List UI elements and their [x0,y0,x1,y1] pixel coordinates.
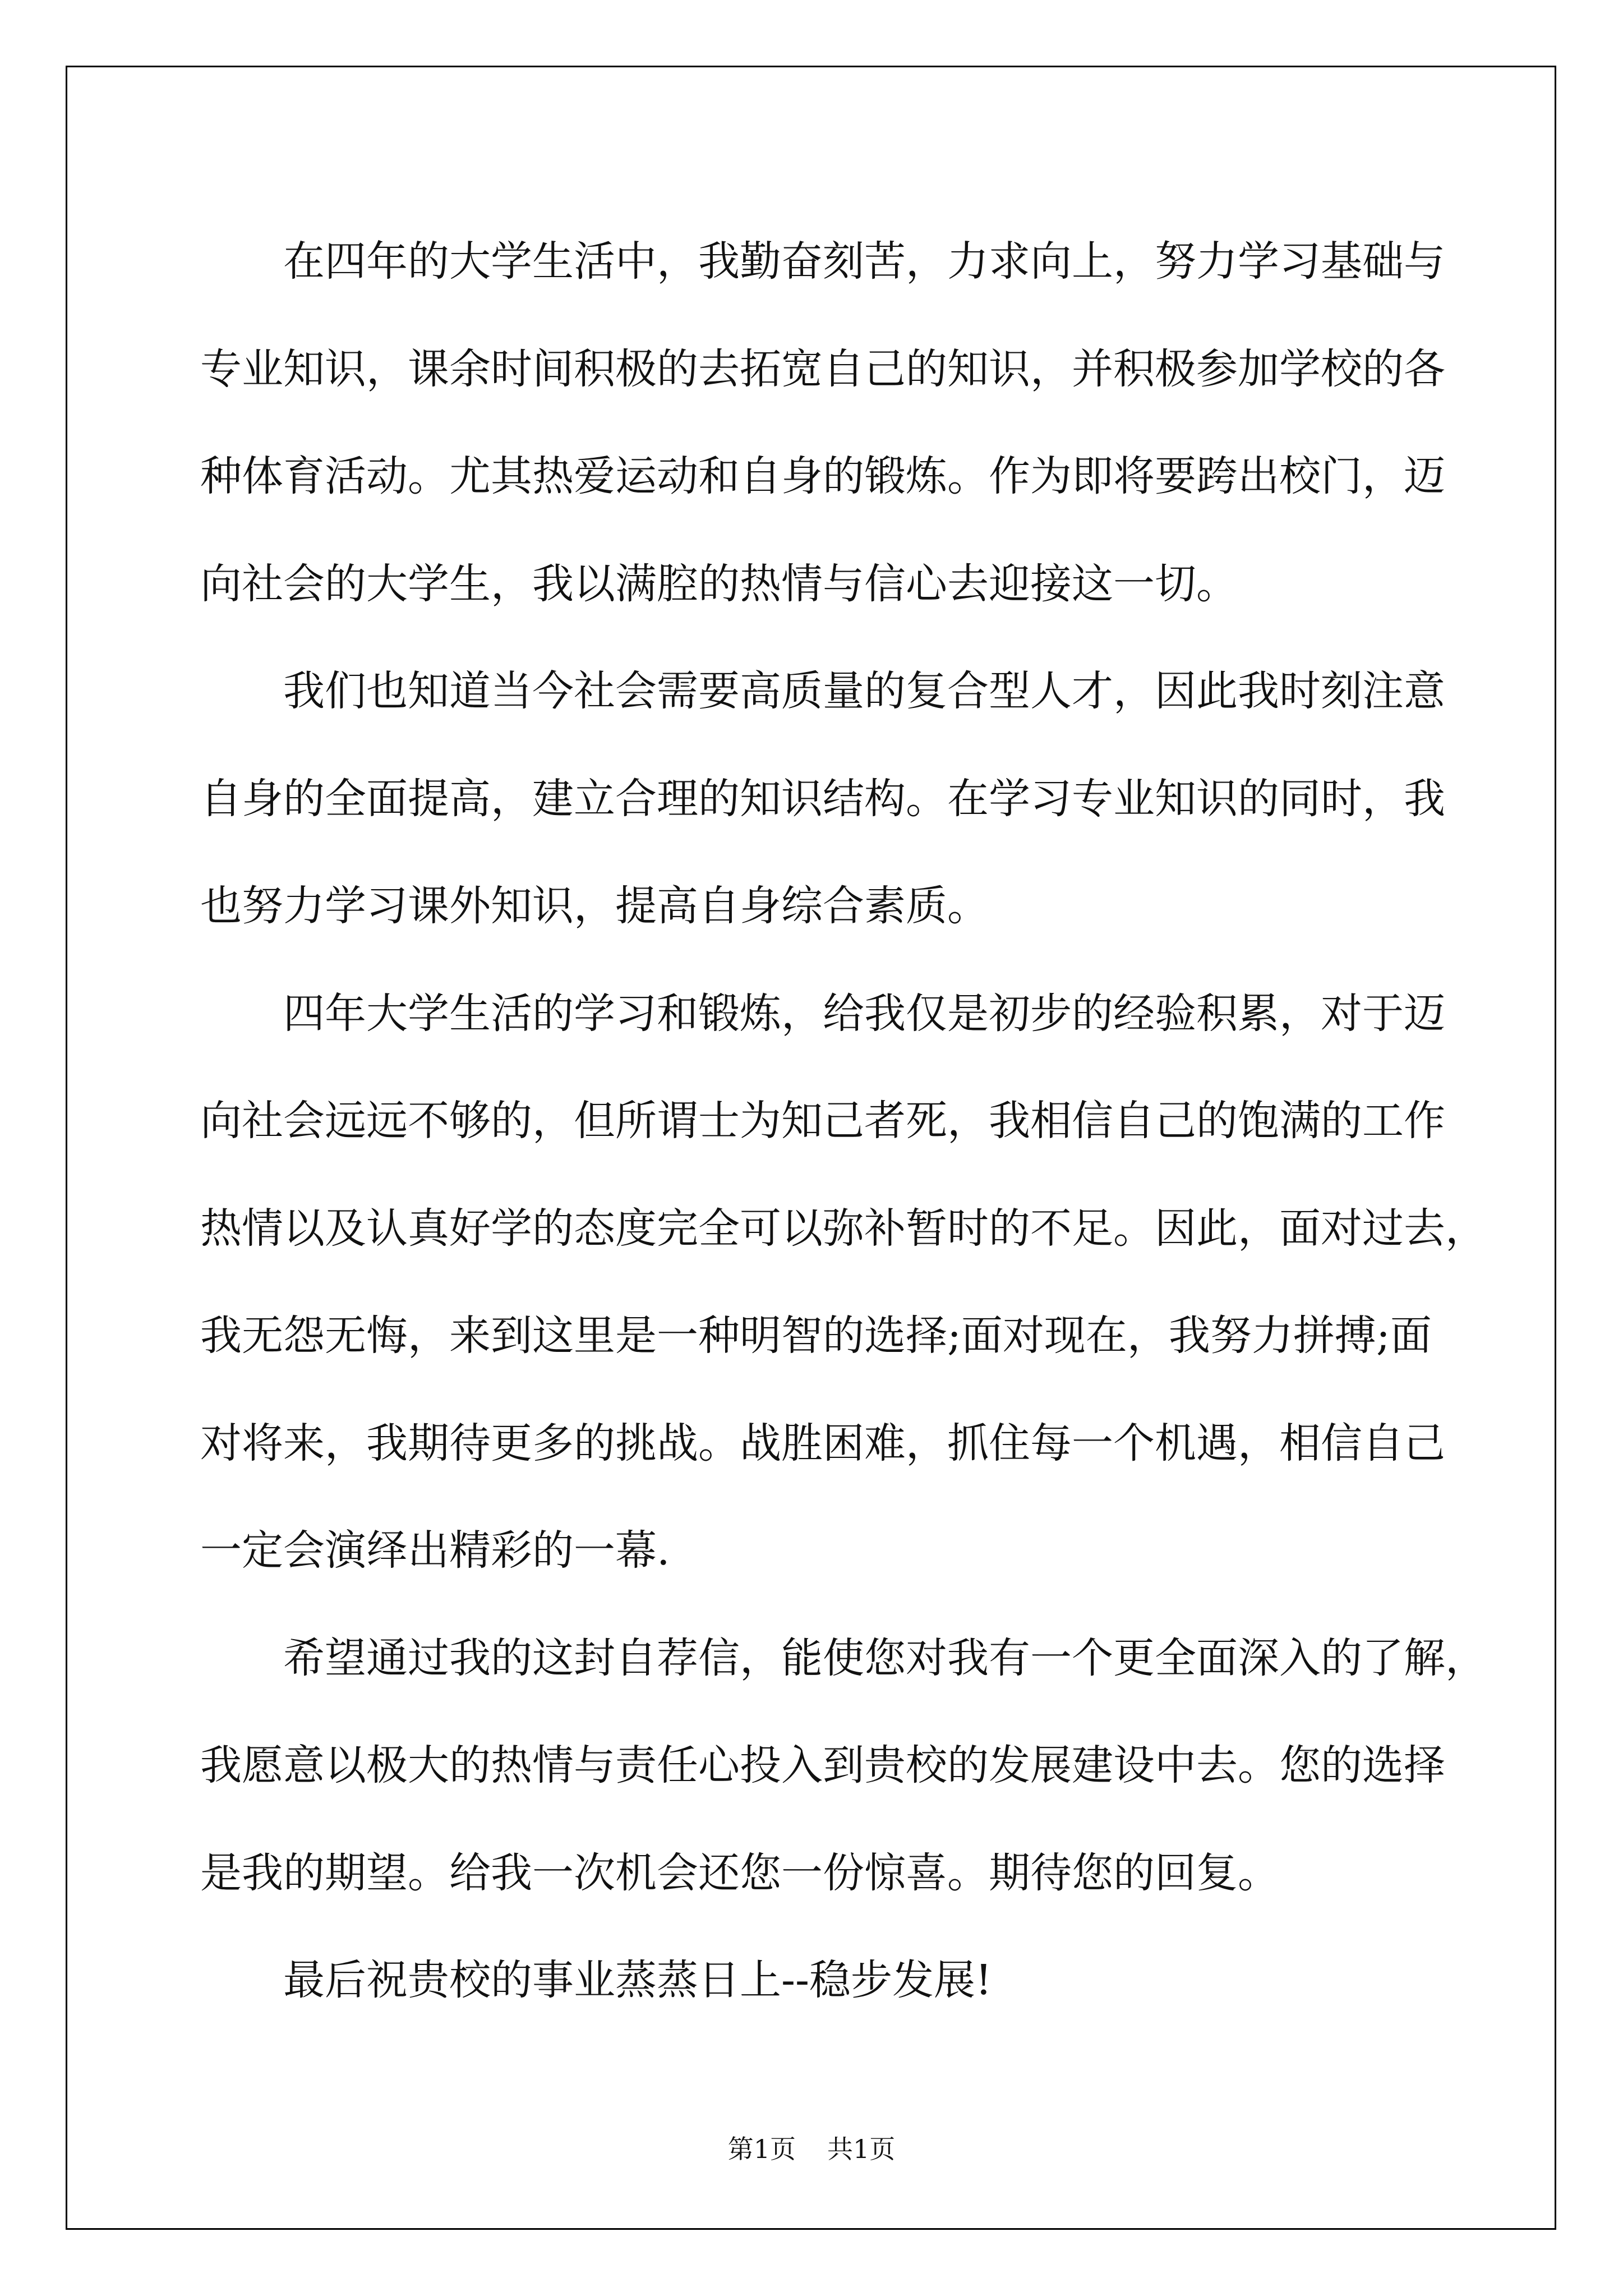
paragraph-line: 也努力学习课外知识，提高自身综合素质。 [200,882,989,930]
paragraph-line: 种体育活动。尤其热爱运动和自身的锻炼。作为即将要跨出校门，迈 [200,452,1445,500]
paragraph-line: 我无怨无悔，来到这里是一种明智的选择;面对现在，我努力拼搏;面 [200,1312,1432,1360]
page-number: 第1页 [727,2134,796,2164]
paragraph-4 [200,1605,1487,1927]
letter-body [200,208,1487,2035]
page-total: 共1页 [827,2134,896,2164]
paragraph-line: 最后祝贵校的事业蒸蒸日上--稳步发展! [283,1956,992,2004]
paragraph-3 [200,960,1487,1605]
paragraph-1 [200,208,1445,638]
paragraph-2 [200,638,1445,960]
paragraph-line: 对将来，我期待更多的挑战。战胜困难，抓住每一个机遇，相信自己 [200,1419,1445,1467]
paragraph-line: 我愿意以极大的热情与责任心投入到贵校的发展建设中去。您的选择 [200,1741,1445,1789]
paragraph-line: 我们也知道当今社会需要高质量的复合型人才，因此我时刻注意 [283,667,1445,715]
paragraph-line: 自身的全面提高，建立合理的知识结构。在学习专业知识的同时，我 [200,774,1445,823]
paragraph-5 [200,1927,1445,2035]
paragraph-line: 向社会的大学生，我以满腔的热情与信心去迎接这一切。 [200,559,1238,608]
paragraph-line: 希望通过我的这封自荐信，能使您对我有一个更全面深入的了解， [283,1634,1487,1682]
paragraph-line: 向社会远远不够的，但所谓士为知己者死，我相信自己的饱满的工作 [200,1097,1445,1145]
paragraph-line: 热情以及认真好学的态度完全可以弥补暂时的不足。因此，面对过去， [200,1204,1487,1253]
paragraph-line: 是我的期望。给我一次机会还您一份惊喜。期待您的回复。 [200,1848,1279,1897]
page-footer [0,2129,1623,2166]
paragraph-line: 在四年的大学生活中，我勤奋刻苦，力求向上，努力学习基础与 [283,237,1445,286]
paragraph-line: 专业知识，课余时间积极的去拓宽自己的知识，并积极参加学校的各 [200,344,1445,393]
paragraph-line: 一定会演绎出精彩的一幕. [200,1526,670,1575]
paragraph-line: 四年大学生活的学习和锻炼，给我仅是初步的经验积累，对于迈 [283,989,1445,1038]
